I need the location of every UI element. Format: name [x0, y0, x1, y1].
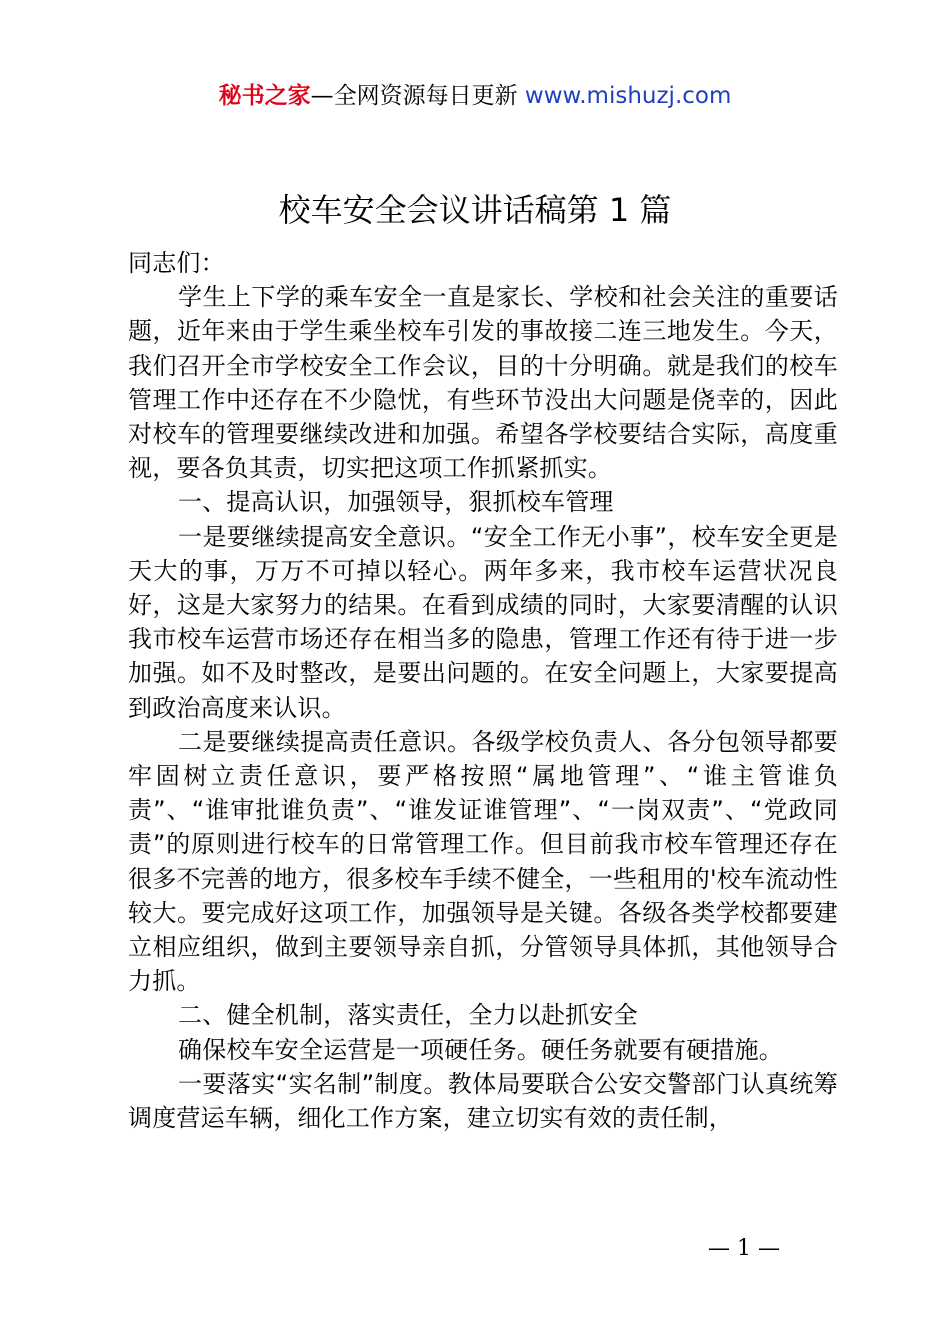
body-paragraph: 一要落实“实名制”制度。教体局要联合公安交警部门认真统筹调度营运车辆，细化工作方案，建立切实有效的责任制， [128, 1069, 838, 1133]
body-paragraph: 学生上下学的乘车安全一直是家长、学校和社会关注的重要话题，近年来由于学生乘坐校车引发的事故接二连三地发生。今天，我们召开全市学校安全工作会议，目的十分明确。就是我们的校车管理工作中还存在不少隐忧，有些环节没出大问题是侥幸的，因此对校车的管理要继续改进和加强。希望各学校要结合实际，高度重视，要各负其责，切实把这项工作抓紧抓实。 [128, 283, 838, 483]
section-heading: 二、健全机制，落实责任，全力以赴抓安全 [178, 1001, 638, 1030]
page-number: — 1 — [708, 1236, 780, 1261]
body-paragraph: 一是要继续提高安全意识。“安全工作无小事”，校车安全更是天大的事，万万不可掉以轻心。两年多来，我市校车运营状况良好，这是大家努力的结果。在看到成绩的同时，大家要清醒的认识我市校车运营市场还存在相当多的隐患，管理工作还有待于进一步加强。如不及时整改，是要出问题的。在安全问题上，大家要提高到政治高度来认识。 [128, 522, 838, 722]
salutation: 同志们： [128, 249, 225, 277]
section-heading: 一、提高认识，加强领导，狠抓校车管理 [178, 488, 614, 517]
body-paragraph: 确保校车安全运营是一项硬任务。硬任务就要有硬措施。 [178, 1035, 783, 1064]
site-brand: 秘书之家 [218, 83, 311, 109]
site-url[interactable]: www.mishuzj.com [524, 83, 732, 109]
site-tagline: —全网资源每日更新 [310, 83, 518, 109]
document-body [128, 246, 838, 1135]
site-header [0, 80, 950, 112]
body-paragraph: 二是要继续提高责任意识。各级学校负责人、各分包领导都要牢固树立责任意识，要严格按照“属地管理”、“谁主管谁负责”、“谁审批谁负责”、“谁发证谁管理”、“一岗双责”、“党政同责”的原则进行校车的日常管理工作。但目前我市校车管理还存在很多不完善的地方，很多校车手续不健全，一些租用的'校车流动性较大。要完成好这项工作，加强领导是关键。各级各类学校都要建立相应组织，做到主要领导亲自抓，分管领导具体抓，其他领导合力抓。 [128, 727, 838, 996]
document-title: 校车安全会议讲话稿第 1 篇 [278, 191, 672, 229]
